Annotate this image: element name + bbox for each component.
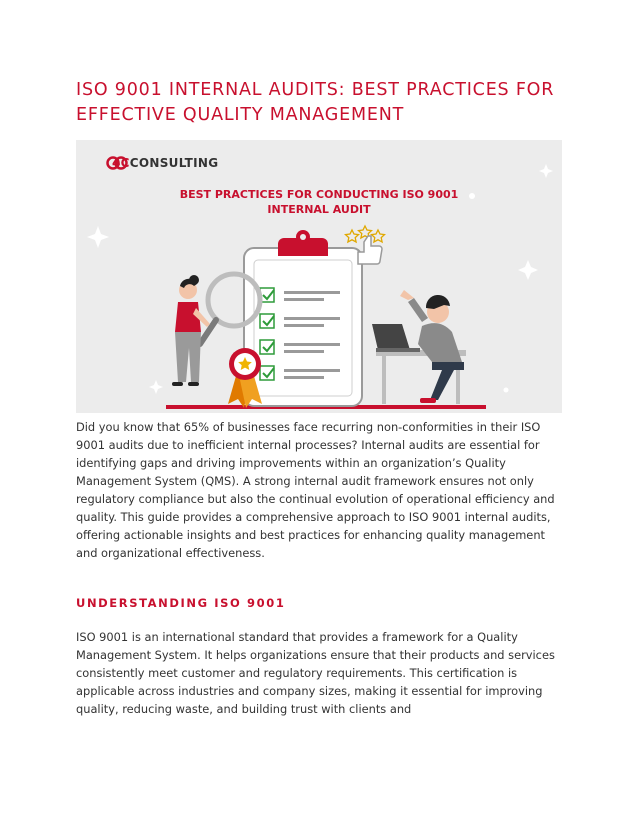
article-banner-image [76,140,562,413]
logo-icon [106,156,128,170]
page-title: ISO 9001 INTERNAL AUDITS: BEST PRACTICES FOR EFFECTIVE QUALITY MANAGEMENT [76,80,555,125]
section-heading-understanding-iso: UNDERSTANDING ISO 9001 [76,596,286,610]
company-logo [106,156,218,170]
logo-text-accent: 4C [112,156,130,170]
banner-heading [76,187,562,217]
banner-heading-line2: INTERNAL AUDIT [267,203,371,216]
banner-heading-line1: BEST PRACTICES FOR CONDUCTING ISO 9001 [179,188,459,201]
banner-illustration [76,140,562,413]
auditor-woman-figure [172,275,210,386]
auditor-man-figure [372,290,466,404]
intro-paragraph: Did you know that 65% of businesses face recurring non-conformities in their ISO 9001 audits due to inefficient internal processes? Internal audits are essential for identifying gaps and driving improvements within an organization’s Quality Management System (QMS). A strong internal audit framework ensures not only regulatory compliance but also the continual evolution of operational efficiency and quality. This guide provides a comprehensive approach to ISO 9001 internal audits, offering actionable insights and best practices for enhancing quality management and organizational effectiveness. [76,420,555,560]
section-paragraph: ISO 9001 is an international standard that provides a framework for a Quality Management System. It helps organizations ensure that their products and services consistently meet customer and regulatory requirements. This certification is applicable across industries and company sizes, making it essential for improving quality, reducing waste, and building trust with clients and [76,630,555,716]
laptop-icon [372,324,420,352]
logo-text-rest: CONSULTING [129,156,219,170]
